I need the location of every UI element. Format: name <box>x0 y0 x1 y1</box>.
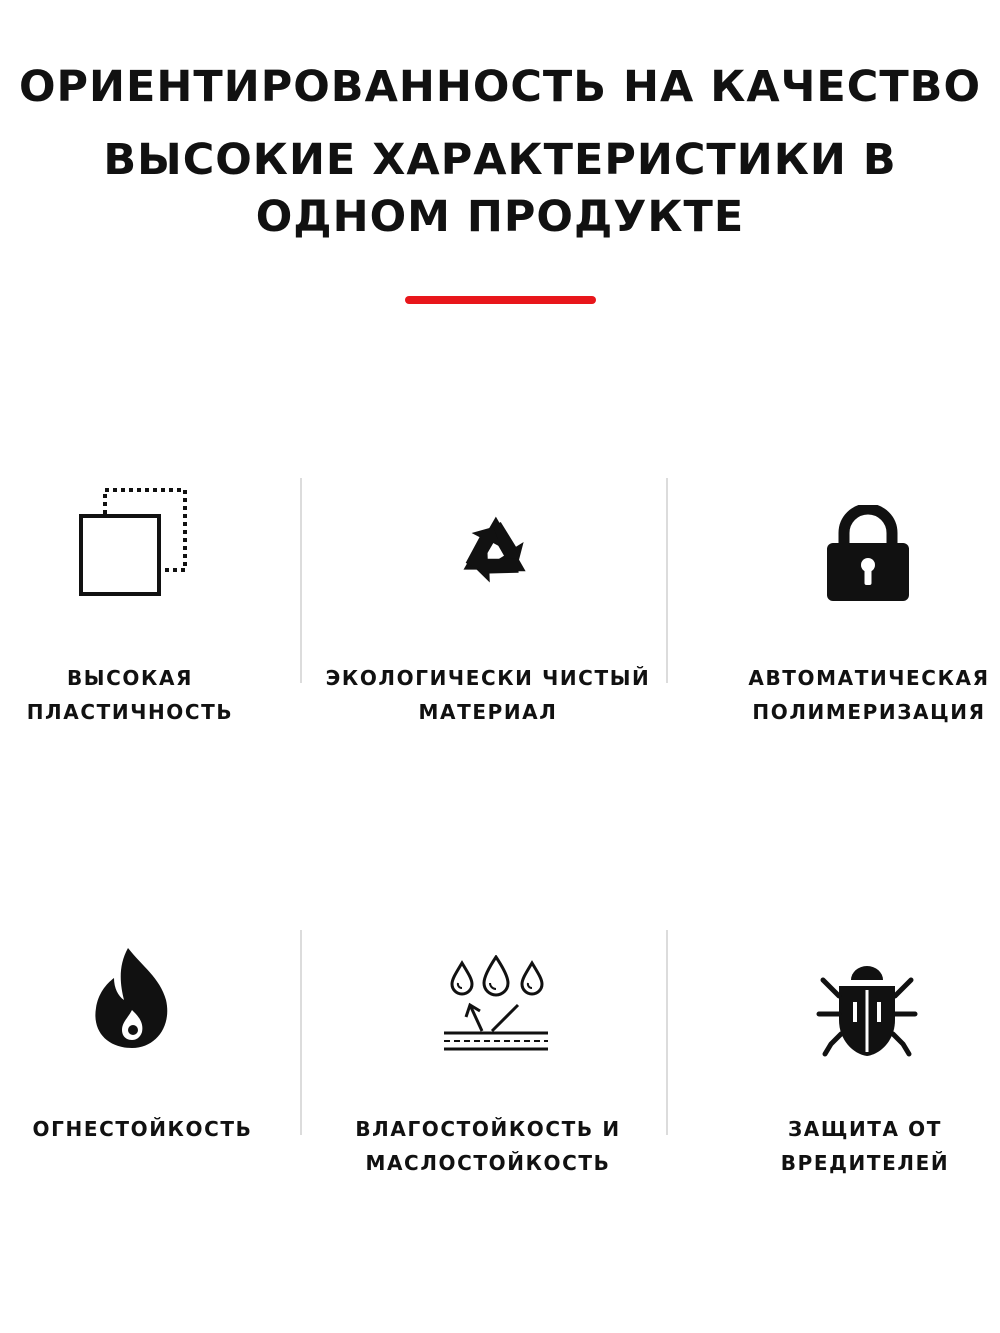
bug-icon <box>815 962 919 1062</box>
page-title-line-2: ВЫСОКИЕ ХАРАКТЕРИСТИКИ В <box>103 135 897 185</box>
column-divider <box>300 930 302 1135</box>
padlock-icon <box>822 505 914 605</box>
squares-plasticity-icon <box>70 484 194 602</box>
feature-label-eco <box>318 661 658 729</box>
feature-label-line: МАТЕРИАЛ <box>418 700 558 724</box>
feature-label-moisture-oil <box>318 1112 658 1180</box>
feature-label-line: ВРЕДИТЕЛЕЙ <box>780 1151 950 1175</box>
feature-label-line: ПЛАСТИЧНОСТЬ <box>26 700 234 724</box>
accent-underline <box>405 296 596 304</box>
column-divider <box>300 478 302 683</box>
feature-label-line: МАСЛОСТОЙКОСТЬ <box>365 1151 611 1175</box>
column-divider <box>666 930 668 1135</box>
feature-label-line: ВЛАГОСТОЙКОСТЬ И <box>355 1117 621 1141</box>
feature-label-line: ЗАЩИТА ОТ <box>787 1117 943 1141</box>
page-title-line-3: ОДНОМ ПРОДУКТЕ <box>255 192 745 242</box>
water-drops-icon <box>440 955 552 1055</box>
feature-label-polymerization <box>738 661 1000 729</box>
feature-label-plasticity <box>0 661 260 729</box>
feature-label-pest-protection <box>740 1112 990 1180</box>
feature-label-line: ВЫСОКАЯ <box>66 666 194 690</box>
recycle-icon <box>440 500 550 605</box>
flame-icon <box>90 944 174 1052</box>
column-divider <box>666 478 668 683</box>
feature-label-line: АВТОМАТИЧЕСКАЯ <box>748 666 990 690</box>
feature-label-fire-resistance <box>10 1112 275 1146</box>
page-title-line-1: ОРИЕНТИРОВАННОСТЬ НА КАЧЕСТВО <box>18 62 982 112</box>
feature-label-line: ЭКОЛОГИЧЕСКИ ЧИСТЫЙ <box>325 666 651 690</box>
feature-label-line: ПОЛИМЕРИЗАЦИЯ <box>752 700 986 724</box>
feature-label-line: ОГНЕСТОЙКОСТЬ <box>32 1117 253 1141</box>
